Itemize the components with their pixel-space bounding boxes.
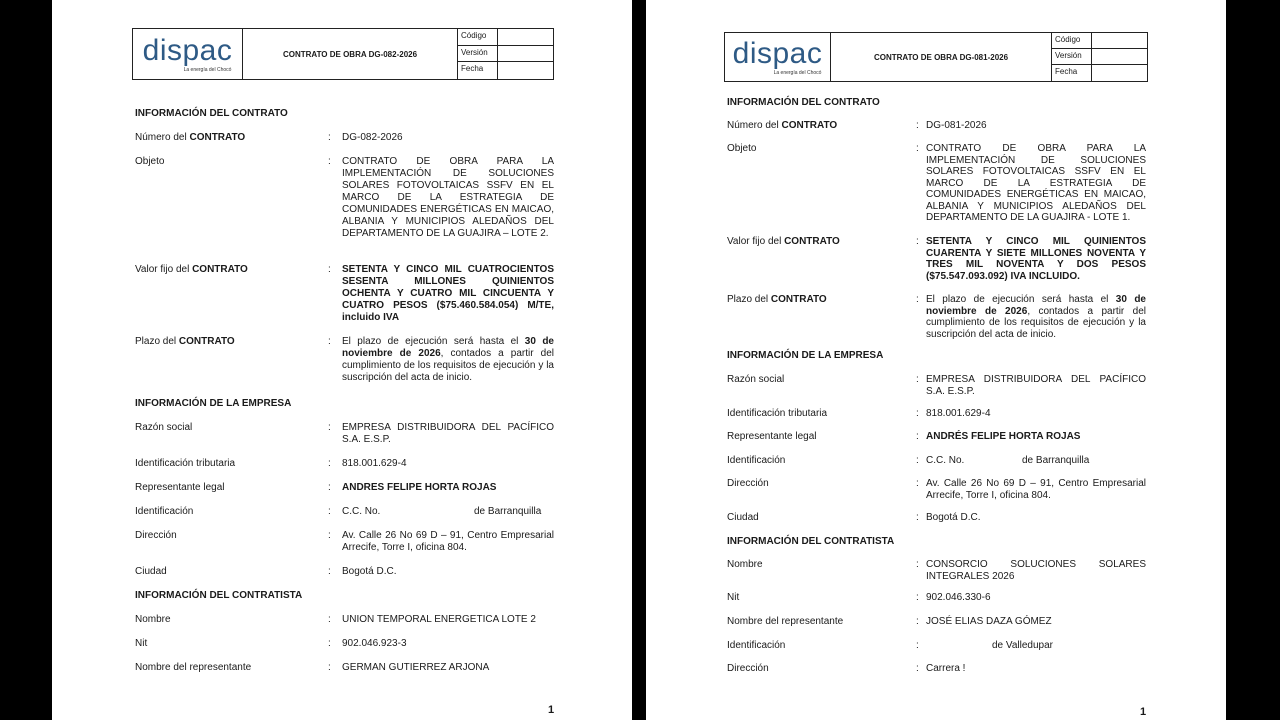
label-ciudad: Ciudad bbox=[135, 566, 167, 577]
label-ident-trib: Identificación tributaria bbox=[727, 408, 828, 419]
value-rep-legal: ANDRES FELIPE HORTA ROJAS bbox=[342, 482, 497, 493]
value-identificacion-city: de Barranquilla bbox=[474, 506, 542, 517]
value-objeto: CONTRATO DE OBRA PARA LA IMPLEMENTACIÓN DE SOLUCIONES SOLARES FOTOVOLTAICAS SSFV EN EL MARCO DE LA ESTRATEGIA DE COMUNIDADES ENERGÉTICAS EN MAICAO, ALBANIA Y MUNICIPIOS ALEDAÑOS DEL DEPARTAMENTO DE LA GUAJIRA - LOTE 1. bbox=[926, 143, 1146, 223]
value-plazo bbox=[926, 294, 1146, 340]
document-header bbox=[132, 28, 554, 80]
value-valor: SETENTA Y CINCO MIL QUINIENTOS CUARENTA Y SIETE MILLONES NOVENTA Y TRES MIL NOVENTA Y DOS PESOS ($75.547.093.092) IVA INCLUIDO. bbox=[926, 236, 1146, 282]
logo-tagline: La energía del Chocó bbox=[183, 66, 232, 73]
value-nombre-rep: GERMAN GUTIERREZ ARJONA bbox=[342, 662, 490, 673]
meta-value-codigo bbox=[498, 29, 553, 46]
value-plazo bbox=[342, 336, 554, 384]
meta-value-version bbox=[1092, 49, 1147, 65]
colon: : bbox=[916, 478, 919, 489]
header-meta-table bbox=[457, 29, 553, 79]
value-direccion: Av. Calle 26 No 69 D – 91, Centro Empresarial Arrecife, Torre I, oficina 804. bbox=[926, 478, 1146, 501]
colon: : bbox=[916, 616, 919, 627]
label-plazo-pre: Plazo del bbox=[727, 294, 771, 305]
label-nombre-rep: Nombre del representante bbox=[135, 662, 252, 673]
colon: : bbox=[916, 512, 919, 523]
colon: : bbox=[916, 559, 919, 570]
label-valor-bold: CONTRATO bbox=[192, 264, 248, 275]
value-nombre: CONSORCIO SOLUCIONES SOLARES INTEGRALES 2026 bbox=[926, 559, 1146, 582]
header-title: CONTRATO DE OBRA DG-081-2026 bbox=[873, 52, 1009, 62]
document-page-right bbox=[646, 0, 1226, 720]
label-numero-pre: Número del bbox=[135, 132, 190, 143]
meta-value-fecha bbox=[1092, 65, 1147, 81]
label-rep-legal: Representante legal bbox=[727, 431, 817, 442]
label-valor-pre: Valor fijo del bbox=[727, 236, 785, 247]
meta-value-fecha bbox=[498, 62, 553, 79]
value-plazo-c: , contados a partir del cumplimiento de los requisitos de ejecución y la suscripción del acta de inicio. bbox=[926, 305, 1147, 340]
meta-label-version: Versión bbox=[1052, 49, 1092, 65]
value-razon: EMPRESA DISTRIBUIDORA DEL PACÍFICO S.A. E.S.P. bbox=[342, 422, 554, 445]
label-plazo bbox=[135, 336, 235, 347]
value-plazo-a: El plazo de ejecución será hasta el bbox=[926, 294, 1116, 305]
colon: : bbox=[328, 638, 331, 649]
logo-wordmark: dispac bbox=[142, 33, 233, 67]
value-ident-trib: 818.001.629-4 bbox=[342, 458, 407, 469]
label-direccion: Dirección bbox=[727, 478, 769, 489]
colon: : bbox=[328, 422, 331, 433]
colon: : bbox=[916, 431, 919, 442]
value-ident-trib: 818.001.629-4 bbox=[926, 408, 991, 419]
section-title-contratista: INFORMACIÓN DEL CONTRATISTA bbox=[727, 536, 895, 547]
label-numero bbox=[727, 120, 837, 131]
value-direccion: Av. Calle 26 No 69 D – 91, Centro Empresarial Arrecife, Torre I, oficina 804. bbox=[342, 530, 554, 553]
colon: : bbox=[916, 120, 919, 131]
colon: : bbox=[328, 614, 331, 625]
section-title-contrato: INFORMACIÓN DEL CONTRATO bbox=[135, 108, 288, 119]
value-identificacion-city: de Barranquilla bbox=[1022, 455, 1090, 466]
label-nombre: Nombre bbox=[727, 559, 763, 570]
label-ident-trib: Identificación tributaria bbox=[135, 458, 236, 469]
colon: : bbox=[916, 236, 919, 247]
colon: : bbox=[328, 156, 331, 167]
colon: : bbox=[328, 336, 331, 347]
label-numero-bold: CONTRATO bbox=[781, 120, 838, 131]
value-razon: EMPRESA DISTRIBUIDORA DEL PACÍFICO S.A. E.S.P. bbox=[926, 374, 1146, 397]
value-plazo-date: 30 de noviembre de 2026 bbox=[926, 294, 1146, 317]
meta-label-version: Versión bbox=[458, 46, 498, 63]
colon: : bbox=[916, 143, 919, 154]
value-rep-legal: ANDRÉS FELIPE HORTA ROJAS bbox=[926, 431, 1081, 442]
label-identificacion: Identificación bbox=[135, 506, 194, 517]
label-razon: Razón social bbox=[727, 374, 785, 385]
label-rep-legal: Representante legal bbox=[135, 482, 225, 493]
label-valor bbox=[727, 236, 840, 247]
meta-value-version bbox=[498, 46, 553, 63]
label-objeto: Objeto bbox=[135, 156, 165, 167]
label-valor-pre: Valor fijo del bbox=[135, 264, 193, 275]
section-title-empresa: INFORMACIÓN DE LA EMPRESA bbox=[727, 350, 884, 361]
colon: : bbox=[916, 663, 919, 674]
value-plazo-c: , contados a partir del cumplimiento de los requisitos de ejecución y la suscripción del acta de inicio. bbox=[342, 348, 554, 383]
value-nit: 902.046.330-6 bbox=[926, 592, 991, 603]
label-ciudad: Ciudad bbox=[727, 512, 759, 523]
label-identificacion: Identificación bbox=[727, 455, 786, 466]
label-plazo-pre: Plazo del bbox=[135, 336, 179, 347]
document-page-left bbox=[52, 0, 632, 720]
colon: : bbox=[328, 530, 331, 541]
label-nombre-rep: Nombre del representante bbox=[727, 616, 844, 627]
colon: : bbox=[916, 408, 919, 419]
value-numero: DG-082-2026 bbox=[342, 132, 403, 143]
colon: : bbox=[916, 592, 919, 603]
colon: : bbox=[328, 566, 331, 577]
value-identificacion-2-city: de Valledupar bbox=[992, 640, 1053, 651]
value-valor: SETENTA Y CINCO MIL CUATROCIENTOS SESENTA MILLONES QUINIENTOS OCHENTA Y CUATRO MIL CINCUENTA Y CUATRO PESOS ($75.460.584.054) M/TE, incluido IVA bbox=[342, 264, 554, 323]
dispac-logo bbox=[133, 29, 243, 79]
colon: : bbox=[328, 662, 331, 673]
label-plazo bbox=[727, 294, 827, 305]
colon: : bbox=[916, 640, 919, 651]
section-title-contratista: INFORMACIÓN DEL CONTRATISTA bbox=[135, 590, 303, 601]
colon: : bbox=[916, 294, 919, 305]
value-numero: DG-081-2026 bbox=[926, 120, 987, 131]
page-number: 1 bbox=[1140, 706, 1147, 718]
label-plazo-bold: CONTRATO bbox=[770, 294, 827, 305]
colon: : bbox=[328, 264, 331, 275]
section-title-contrato: INFORMACIÓN DEL CONTRATO bbox=[727, 97, 880, 108]
label-nit: Nit bbox=[135, 638, 148, 649]
label-objeto: Objeto bbox=[727, 143, 757, 154]
colon: : bbox=[916, 455, 919, 466]
label-valor-bold: CONTRATO bbox=[784, 236, 840, 247]
value-identificacion-cc: C.C. No. bbox=[926, 455, 965, 466]
header-title: CONTRATO DE OBRA DG-082-2026 bbox=[282, 49, 418, 59]
label-identificacion-2: Identificación bbox=[727, 640, 786, 651]
value-ciudad: Bogotá D.C. bbox=[342, 566, 397, 577]
colon: : bbox=[328, 458, 331, 469]
value-plazo-a: El plazo de ejecución será hasta el bbox=[342, 336, 525, 347]
colon: : bbox=[916, 374, 919, 385]
meta-label-codigo: Código bbox=[1052, 33, 1092, 49]
value-nombre-rep: JOSÉ ELIAS DAZA GÓMEZ bbox=[926, 616, 1052, 627]
label-direccion-2: Dirección bbox=[727, 663, 769, 674]
meta-label-fecha: Fecha bbox=[458, 62, 498, 79]
meta-label-fecha: Fecha bbox=[1052, 65, 1092, 81]
logo-wordmark: dispac bbox=[732, 36, 823, 70]
section-title-empresa: INFORMACIÓN DE LA EMPRESA bbox=[135, 398, 292, 409]
label-nit: Nit bbox=[727, 592, 740, 603]
value-ciudad: Bogotá D.C. bbox=[926, 512, 981, 523]
value-direccion-2: Carrera ! bbox=[926, 663, 966, 674]
page-number: 1 bbox=[548, 704, 555, 716]
label-direccion: Dirección bbox=[135, 530, 177, 541]
value-identificacion-cc: C.C. No. bbox=[342, 506, 381, 517]
header-meta-table bbox=[1051, 33, 1147, 81]
value-plazo-date: 30 de noviembre de 2026 bbox=[342, 336, 554, 359]
label-valor bbox=[135, 264, 248, 275]
label-numero-pre: Número del bbox=[727, 120, 782, 131]
label-nombre: Nombre bbox=[135, 614, 171, 625]
colon: : bbox=[328, 482, 331, 493]
value-nombre: UNION TEMPORAL ENERGETICA LOTE 2 bbox=[342, 614, 536, 625]
colon: : bbox=[328, 506, 331, 517]
document-header bbox=[724, 32, 1148, 82]
label-numero-bold: CONTRATO bbox=[189, 132, 246, 143]
colon: : bbox=[328, 132, 331, 143]
label-numero bbox=[135, 132, 245, 143]
meta-value-codigo bbox=[1092, 33, 1147, 49]
label-razon: Razón social bbox=[135, 422, 193, 433]
value-objeto: CONTRATO DE OBRA PARA LA IMPLEMENTACIÓN DE SOLUCIONES SOLARES FOTOVOLTAICAS SSFV EN EL MARCO DE LA ESTRATEGIA DE COMUNIDADES ENERGÉTICAS EN MAICAO, ALBANIA Y MUNICIPIOS ALEDAÑOS DEL DEPARTAMENTO DE LA GUAJIRA – LOTE 2. bbox=[342, 156, 554, 239]
value-nit: 902.046.923-3 bbox=[342, 638, 407, 649]
label-plazo-bold: CONTRATO bbox=[178, 336, 235, 347]
dispac-logo bbox=[725, 33, 831, 81]
meta-label-codigo: Código bbox=[458, 29, 498, 46]
logo-tagline: La energía del Chocó bbox=[773, 69, 822, 76]
